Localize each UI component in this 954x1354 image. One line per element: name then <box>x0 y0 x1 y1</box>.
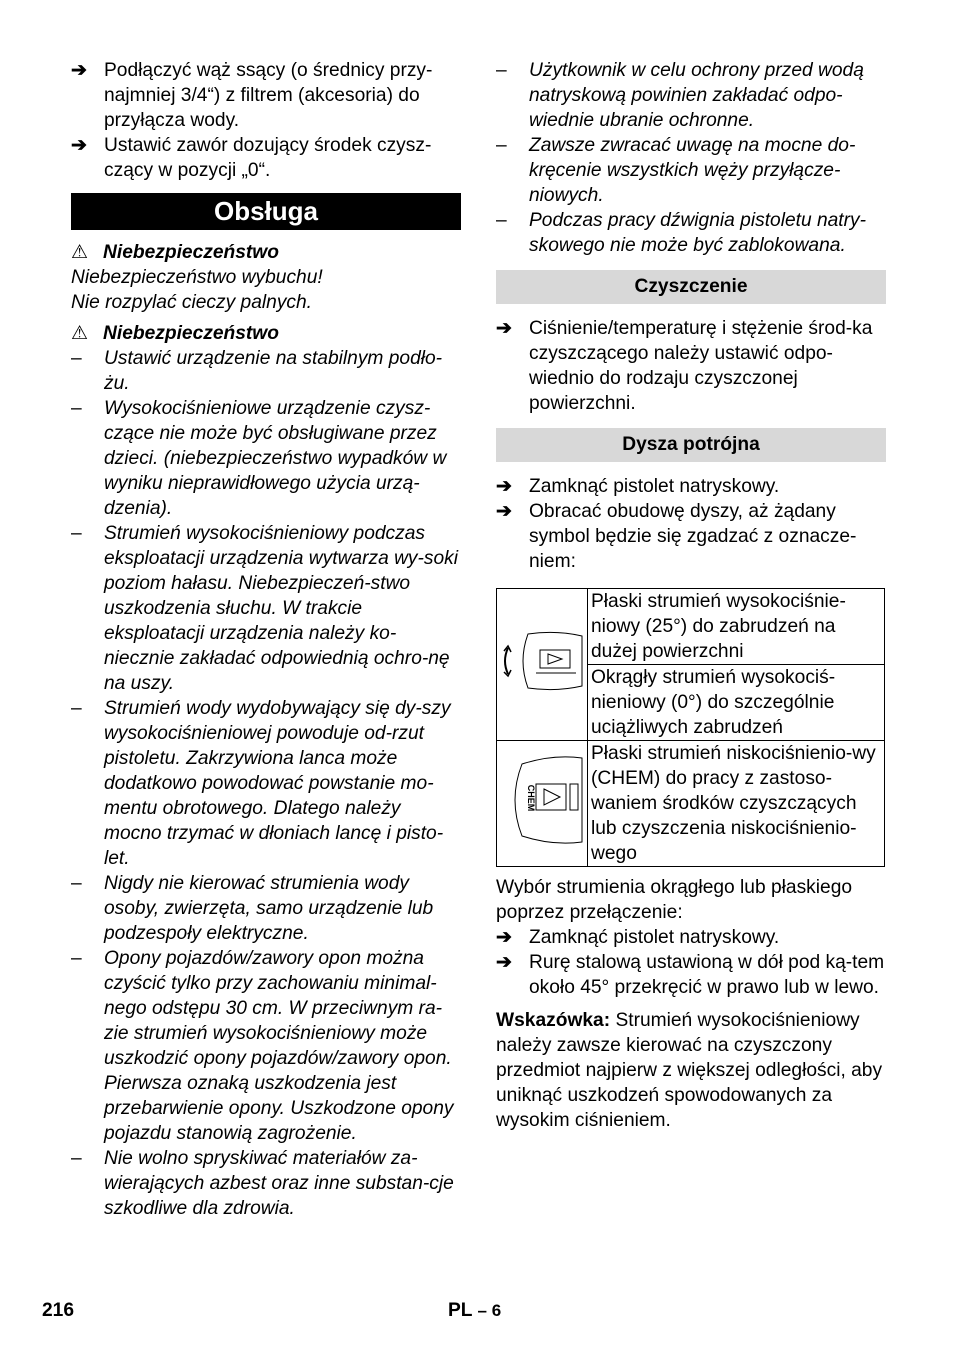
list-item: – Nigdy nie kierować strumienia wody osoby, zwierzęta, samo urządzenie lub podzespoły elektryczne. <box>71 873 434 944</box>
subsection-title: Dysza potrójna <box>496 428 886 462</box>
nozzle-description: Płaski strumień niskociśnienio-wy (CHEM) do pracy z zastoso-waniem środków czyszczących lub czyszczenia niskociśnienio-wego <box>588 741 885 867</box>
paragraph: Wybór strumienia okrągłego lub płaskiego poprzez przełączenie: <box>496 877 853 923</box>
page-number: 216 <box>42 1300 75 1321</box>
note-paragraph <box>496 1008 886 1133</box>
arrow-right-icon: ➔ <box>71 60 88 81</box>
danger-text: Nie rozpylać cieczy palnych. <box>71 292 313 313</box>
nozzle-description: Płaski strumień wysokociśnie-niowy (25°) do zabrudzeń na dużej powierzchni <box>588 589 885 665</box>
danger-text: Niebezpieczeństwo wybuchu! <box>71 267 323 288</box>
arrow-right-icon: ➔ <box>496 501 513 522</box>
note-text: Strumień wysokociśnieniowy należy zawsze kierować na czyszczony przedmiot najpierw z większej odległości, aby uniknąć uszkodzeń spowodowanych za wysokim ciśnieniem. <box>496 1010 883 1131</box>
note-label: Wskazówka: <box>496 1010 611 1031</box>
warning-triangle-icon: ⚠ <box>71 323 89 344</box>
danger-heading: ⚠ Niebezpieczeństwo <box>71 323 279 344</box>
subsection-title: Czyszczenie <box>496 270 886 304</box>
arrow-right-icon: ➔ <box>496 952 513 973</box>
list-item: – Zawsze zwracać uwagę na mocne do-kręcenie wszystkich węży przyłącze-niowych. <box>496 135 856 206</box>
nozzle-description: Okrągły strumień wysokociś-nieniowy (0°) do szczególnie uciążliwych zabrudzeń <box>588 665 885 741</box>
arrow-right-icon: ➔ <box>496 476 513 497</box>
arrow-right-icon: ➔ <box>496 927 513 948</box>
list-item: – Strumień wysokociśnieniowy podczas eksploatacji urządzenia wytwarza wy-soki poziom hałasu. Niebezpieczeń-stwo uszkodzenia słuchu. W trakcie eksploatacji urządzenia należy ko-niecznie zakładać odpowiednią ochro-nę na uszy. <box>71 523 459 694</box>
list-item: – Opony pojazdów/zawory opon można czyścić tylko przy zachowaniu minimal-nego odstępu 30 cm. W przeciwnym ra-zie strumień wysokociśnieniowy może uszkodzić opony pojazdów/zawory opon. Pierwsza oznaką uszkodzenia jest przebarwienie opony. Uszkodzone opony pojazdu stanowią zagrożenie. <box>71 948 454 1144</box>
section-title: Obsługa <box>71 193 461 230</box>
left-column <box>71 58 461 1221</box>
arrow-right-icon: ➔ <box>496 318 513 339</box>
list-item: – Nie wolno spryskiwać materiałów za-wierających azbest oraz inne substan-cje szkodliwe dla zdrowia. <box>71 1148 454 1219</box>
list-item: – Strumień wody wydobywający się dy-szy wysokociśnieniowej powoduje od-rzut pistoletu. Zakrzywiona lanca może dodatkowo powodować powstanie mo-mentu obrotowego. Dlatego należy mocno trzymać w dłoniach lancę i pisto-let. <box>71 698 451 869</box>
nozzle-rotate-icon <box>498 626 586 696</box>
warning-triangle-icon: ⚠ <box>71 242 89 263</box>
list-item: – Wysokociśnieniowe urządzenie czysz-czące nie może być obsługiwane przez dzieci. (niebezpieczeństwo wypadków w wyniku nieprawidłowego użycia urzą-dzenia). <box>71 398 447 519</box>
footer-language: PL – 6 <box>448 1300 502 1321</box>
instruction-item: ➔ Rurę stalową ustawioną w dół pod ką-tem około 45° przekręcić w prawo lub w lewo. <box>496 952 885 998</box>
instruction-item: ➔ Obracać obudowę dyszy, aż żądany symbol będzie się zgadzać z oznacze-niem: <box>496 501 857 572</box>
instruction-item: ➔ Ustawić zawór dozujący środek czysz-czący w pozycji „0“. <box>71 135 432 181</box>
list-item: – Podczas pracy dźwignia pistoletu natry-skowego nie może być zablokowana. <box>496 210 867 256</box>
right-column <box>496 58 886 1133</box>
instruction-item: ➔ Ciśnienie/temperaturę i stężenie środ-ka czyszczącego należy ustawić odpo-wiednio do rodzaju czyszczonej powierzchni. <box>496 318 873 414</box>
instruction-item: ➔ Zamknąć pistolet natryskowy. <box>496 927 780 948</box>
list-item: – Użytkownik w celu ochrony przed wodą natryskową powinien zakładać odpo-wiednie ubranie ochronne. <box>496 60 864 131</box>
arrow-right-icon: ➔ <box>71 135 88 156</box>
instruction-item: ➔ Zamknąć pistolet natryskowy. <box>496 476 780 497</box>
list-item: – Ustawić urządzenie na stabilnym podło-żu. <box>71 348 443 394</box>
instruction-item: ➔ Podłączyć wąż ssący (o średnicy przy-najmniej 3/4“) z filtrem (akcesoria) do przyłącza wody. <box>71 60 433 131</box>
nozzle-image-chem <box>497 741 588 867</box>
nozzle-chem-icon <box>498 750 586 850</box>
nozzle-table <box>496 588 885 867</box>
nozzle-image-highpressure <box>497 589 588 741</box>
chem-label: CHEM <box>526 784 536 812</box>
danger-heading: ⚠ Niebezpieczeństwo <box>71 242 279 263</box>
